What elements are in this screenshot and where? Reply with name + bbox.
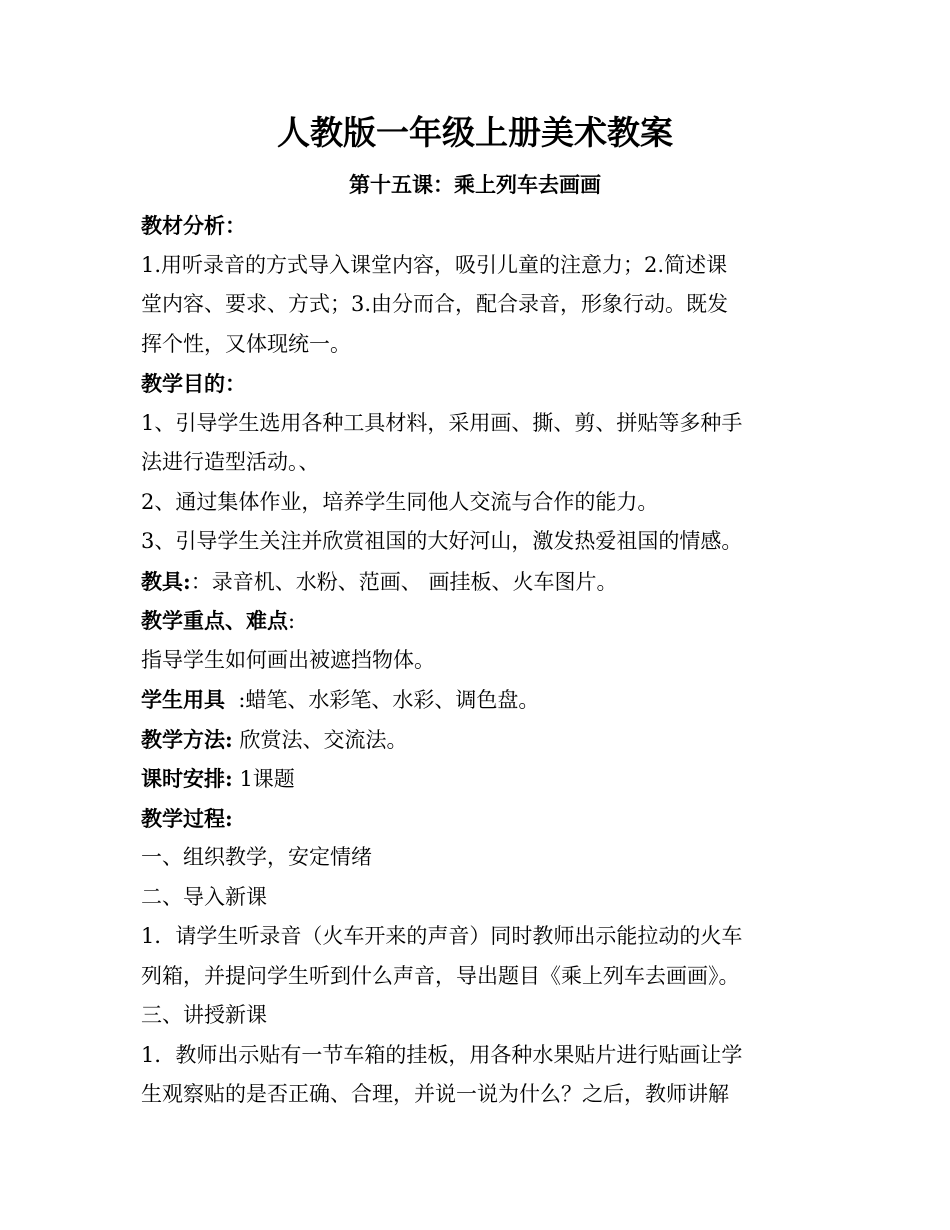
student-tools-value: :蜡笔、水彩笔、水彩、调色盘。 [225, 688, 540, 712]
goals-line: 1、引导学生选用各种工具材料，采用画、撕、剪、拼贴等多种手 [141, 410, 743, 435]
tools-row [141, 562, 817, 602]
student-tools-label: 学生用具 [141, 687, 225, 712]
goals-line: 2、通过集体作业，培养学生同他人交流与合作的能力。 [141, 489, 659, 514]
keypoints-value: 指导学生如何画出被遮挡物体。 [141, 647, 435, 672]
analysis-line: 挥个性，又体现统一。 [141, 331, 351, 356]
tools-value: ：录音机、水粉、范画、 画挂板、火车图片。 [190, 569, 618, 594]
process-heading: 教学过程: [141, 805, 233, 831]
methods-value: 欣赏法、交流法。 [232, 727, 408, 752]
process-line: 1．教师出示贴有一节车箱的挂板，用各种水果贴片进行贴画让学 [141, 1042, 743, 1067]
keypoints-row [141, 601, 817, 641]
analysis-line: 1.用听录音的方式导入课堂内容，吸引儿童的注意力；2.简述课 [141, 252, 728, 277]
goals-line: 法进行造型活动。、 [141, 450, 320, 474]
process-line: 一、组织教学，安定情绪 [141, 845, 372, 869]
goals-line: 3、引导学生关注并欣赏祖国的大好河山，激发热爱祖国的情感。 [141, 529, 743, 553]
document-title: 人教版一年级上册美术教案 [277, 113, 673, 152]
tools-label: 教具: [141, 568, 191, 594]
analysis-heading: 教材分析： [141, 213, 246, 238]
keypoints-colon: : [288, 609, 296, 633]
process-line: 二、导入新课 [141, 884, 267, 909]
analysis-line: 堂内容、要求、方式；3.由分而合，配合录音，形象行动。既发 [141, 292, 729, 316]
schedule-row [141, 759, 817, 799]
schedule-label: 课时安排: [141, 766, 233, 791]
student-tools-row [141, 680, 817, 720]
keypoints-label: 教学重点、难点 [141, 608, 288, 633]
process-line: 列箱，并提问学生听到什么声音，导出题目《乘上列车去画画》。 [141, 963, 740, 988]
methods-label: 教学方法: [141, 726, 233, 752]
schedule-value: 1课题 [232, 767, 295, 791]
process-line: 三、讲授新课 [141, 1003, 267, 1027]
lesson-subtitle: 第十五课：乘上列车去画画 [349, 172, 601, 197]
process-line: 1．请学生听录音（火车开来的声音）同时教师出示能拉动的火车 [141, 924, 743, 948]
methods-row [141, 720, 817, 760]
process-line: 生观察贴的是否正确、合理，并说一说为什么？之后，教师讲解 [141, 1082, 729, 1106]
document-body [141, 206, 817, 1115]
goals-heading: 教学目的： [141, 371, 246, 396]
